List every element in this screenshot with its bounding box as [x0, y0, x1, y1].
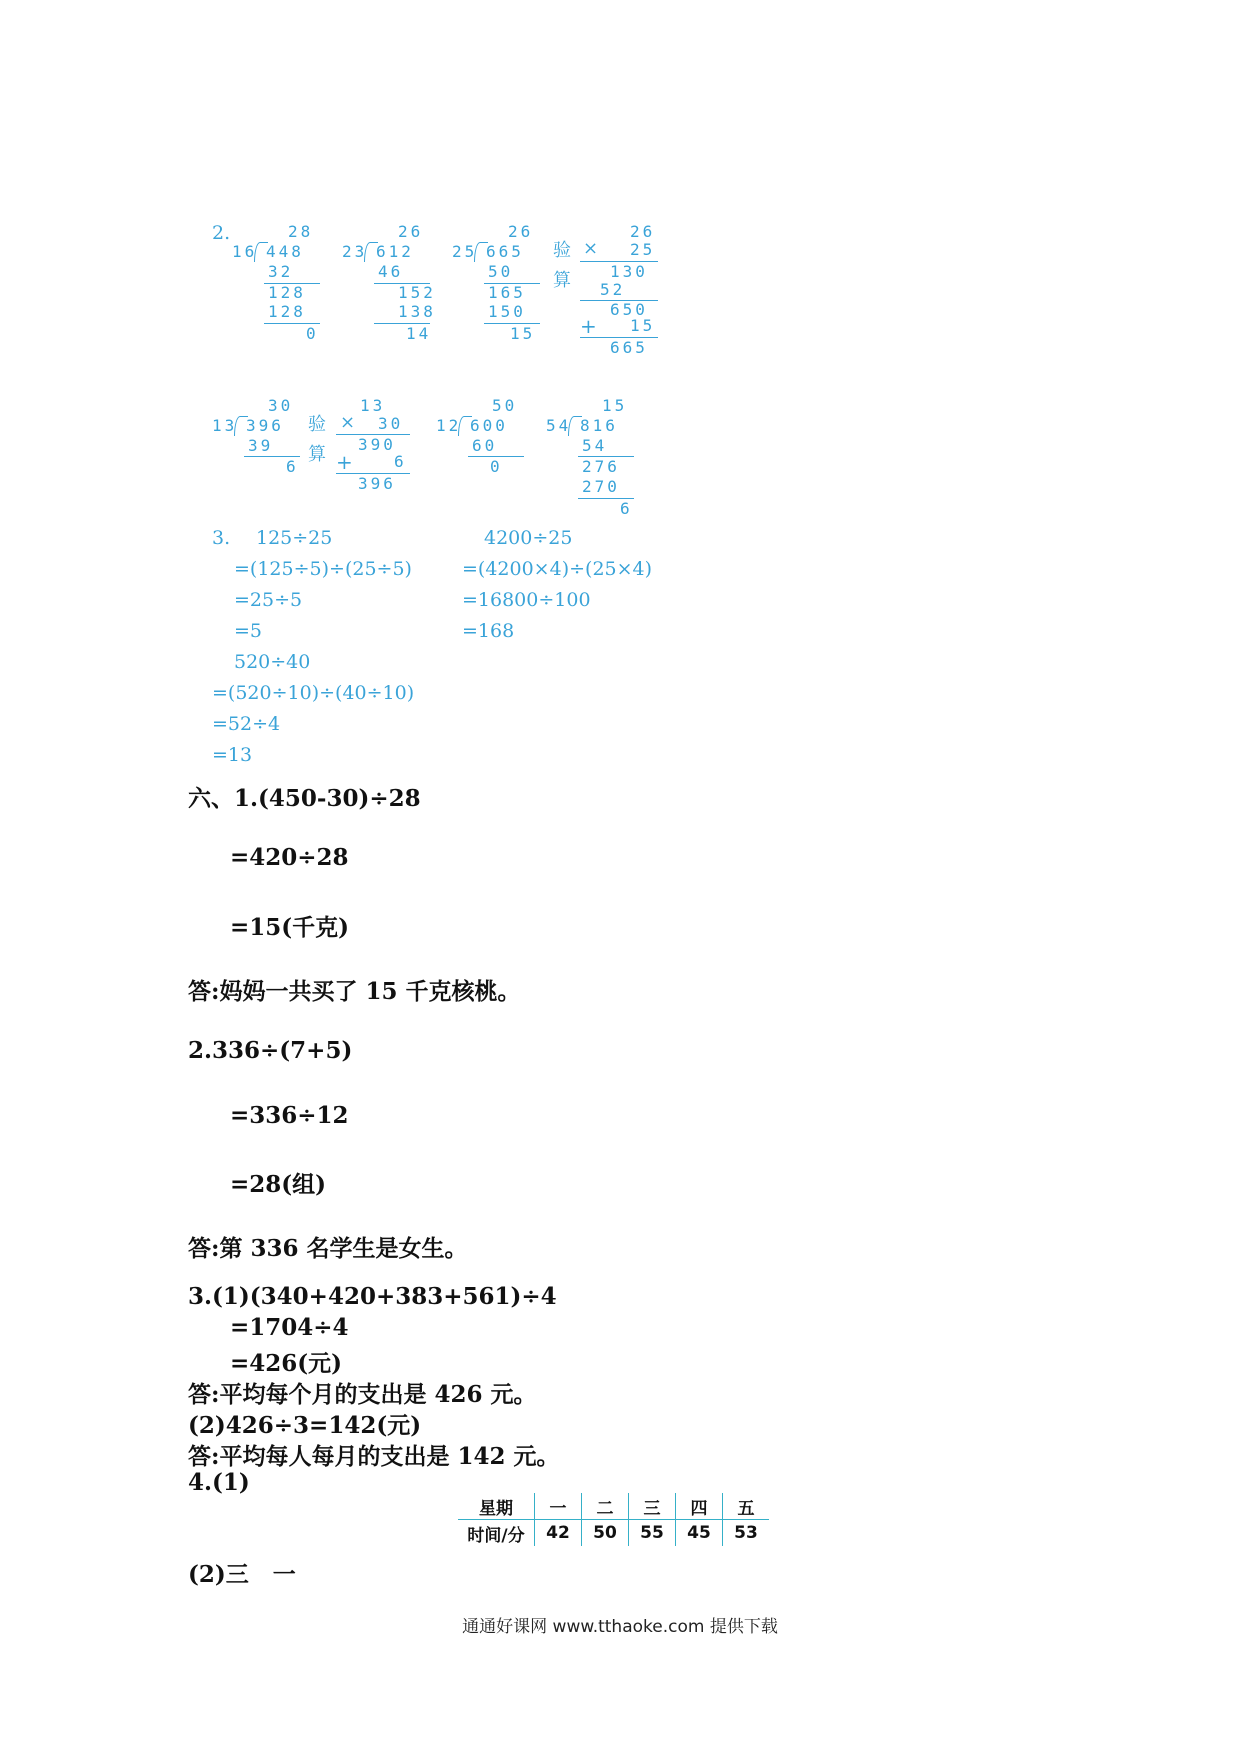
calc-a-line: 125÷25 [256, 527, 333, 549]
check-label-yan: 验 [553, 240, 571, 261]
q1-answer: 答:妈妈一共买了 15 千克核桃。 [188, 978, 521, 1005]
calc-c-line: =13 [212, 744, 253, 766]
partial-product: 52 [600, 280, 626, 299]
dividend: 600 [470, 416, 508, 435]
q1-expression: 六、1.(450-30)÷28 [188, 785, 421, 812]
calc-b-line: =16800÷100 [462, 589, 591, 611]
table-cell: 53 [723, 1520, 770, 1547]
divisor: 13 [212, 416, 238, 435]
q2-answer: 答:第 336 名学生是女生。 [188, 1235, 468, 1262]
q3-answer-2: 答:平均每人每月的支出是 142 元。 [188, 1443, 560, 1470]
table-header-label: 星期 [458, 1493, 535, 1520]
step-row: 54 [582, 436, 608, 455]
calc-a-line: =5 [234, 620, 263, 642]
step-row: 152 [398, 283, 436, 302]
result: 665 [610, 338, 648, 357]
step-row: 276 [582, 457, 620, 476]
table-cell: 42 [535, 1520, 582, 1547]
remainder: 0 [306, 324, 319, 343]
divisor: 25 [452, 242, 478, 261]
step-row: 32 [268, 262, 294, 281]
table-cell: 一 [535, 1493, 582, 1520]
divisor: 23 [342, 242, 368, 261]
check-label-yan: 验 [308, 414, 326, 435]
table-cell: 二 [582, 1493, 629, 1520]
q3-answer-1: 答:平均每个月的支出是 426 元。 [188, 1381, 537, 1408]
quotient: 50 [492, 396, 518, 415]
factor: 13 [360, 396, 386, 415]
remainder: 6 [286, 457, 299, 476]
remainder: 6 [620, 499, 633, 518]
divisor: 16 [232, 242, 258, 261]
product: 650 [610, 300, 648, 319]
table-cell: 五 [723, 1493, 770, 1520]
dividend: 665 [486, 242, 524, 261]
dividend: 816 [580, 416, 618, 435]
remainder-add: 6 [394, 452, 407, 471]
weekday-time-table [458, 1493, 769, 1546]
table-row-label: 时间/分 [467, 1525, 525, 1546]
plus-sign: + [336, 450, 353, 474]
q2-expression: 2.336÷(7+5) [188, 1037, 353, 1064]
times-sign: × [340, 412, 356, 433]
q2-step: =336÷12 [230, 1102, 349, 1129]
check-label-suan: 算 [553, 270, 571, 291]
calc-b-line: =(4200×4)÷(25×4) [462, 558, 653, 580]
section-2-label: 2. [212, 222, 231, 244]
table-cell: 四 [676, 1493, 723, 1520]
q3-expression: 3.(1)(340+420+383+561)÷4 [188, 1283, 557, 1310]
result: 396 [358, 474, 396, 493]
footer-source: 通通好课网 www.tthaoke.com 提供下载 [462, 1617, 778, 1637]
table-cell: 三 [629, 1493, 676, 1520]
step-row: 165 [488, 283, 526, 302]
quotient: 26 [398, 222, 424, 241]
check-label-suan: 算 [308, 444, 326, 465]
step-row: 270 [582, 477, 620, 496]
calc-a-line: =25÷5 [234, 589, 303, 611]
q1-step: =420÷28 [230, 844, 349, 871]
divisor: 54 [546, 416, 572, 435]
remainder: 14 [406, 324, 432, 343]
dividend: 396 [246, 416, 284, 435]
q2-result: =28(组) [230, 1171, 327, 1198]
calc-c-line: =52÷4 [212, 713, 281, 735]
q3-step: =1704÷4 [230, 1314, 349, 1341]
step-row: 138 [398, 302, 436, 321]
plus-sign: + [580, 314, 597, 338]
step-row: 128 [268, 283, 306, 302]
times-sign: × [583, 238, 599, 259]
remainder: 0 [490, 457, 503, 476]
step-row: 50 [488, 262, 514, 281]
q4-label: 4.(1) [188, 1469, 250, 1496]
q3-result: =426(元) [230, 1350, 343, 1377]
calc-c-line: =(520÷10)÷(40÷10) [212, 682, 415, 704]
calc-b-line: 4200÷25 [484, 527, 573, 549]
quotient: 15 [602, 396, 628, 415]
table-row [458, 1493, 769, 1520]
q4-part-2: (2)三 一 [188, 1561, 296, 1588]
step-row: 150 [488, 302, 526, 321]
calc-b-line: =168 [462, 620, 515, 642]
remainder-add: 15 [630, 316, 656, 335]
divisor: 12 [436, 416, 462, 435]
q3-part-2: (2)426÷3=142(元) [188, 1412, 422, 1439]
table-row [458, 1520, 769, 1547]
dividend: 612 [376, 242, 414, 261]
step-row: 46 [378, 262, 404, 281]
partial-product: 390 [358, 435, 396, 454]
factor: 25 [630, 240, 656, 259]
table-cell: 45 [676, 1520, 723, 1547]
section-3-label: 3. [212, 527, 231, 549]
step-row: 39 [248, 436, 274, 455]
factor: 30 [378, 414, 404, 433]
calc-c-line: 520÷40 [234, 651, 311, 673]
quotient: 30 [268, 396, 294, 415]
calc-a-line: =(125÷5)÷(25÷5) [234, 558, 412, 580]
partial-product: 130 [610, 262, 648, 281]
remainder: 15 [510, 324, 536, 343]
factor: 26 [630, 222, 656, 241]
step-row: 60 [472, 436, 498, 455]
step-row: 128 [268, 302, 306, 321]
dividend: 448 [266, 242, 304, 261]
quotient: 28 [288, 222, 314, 241]
q1-result: =15(千克) [230, 914, 350, 941]
table-cell: 50 [582, 1520, 629, 1547]
table-cell: 55 [629, 1520, 676, 1547]
quotient: 26 [508, 222, 534, 241]
